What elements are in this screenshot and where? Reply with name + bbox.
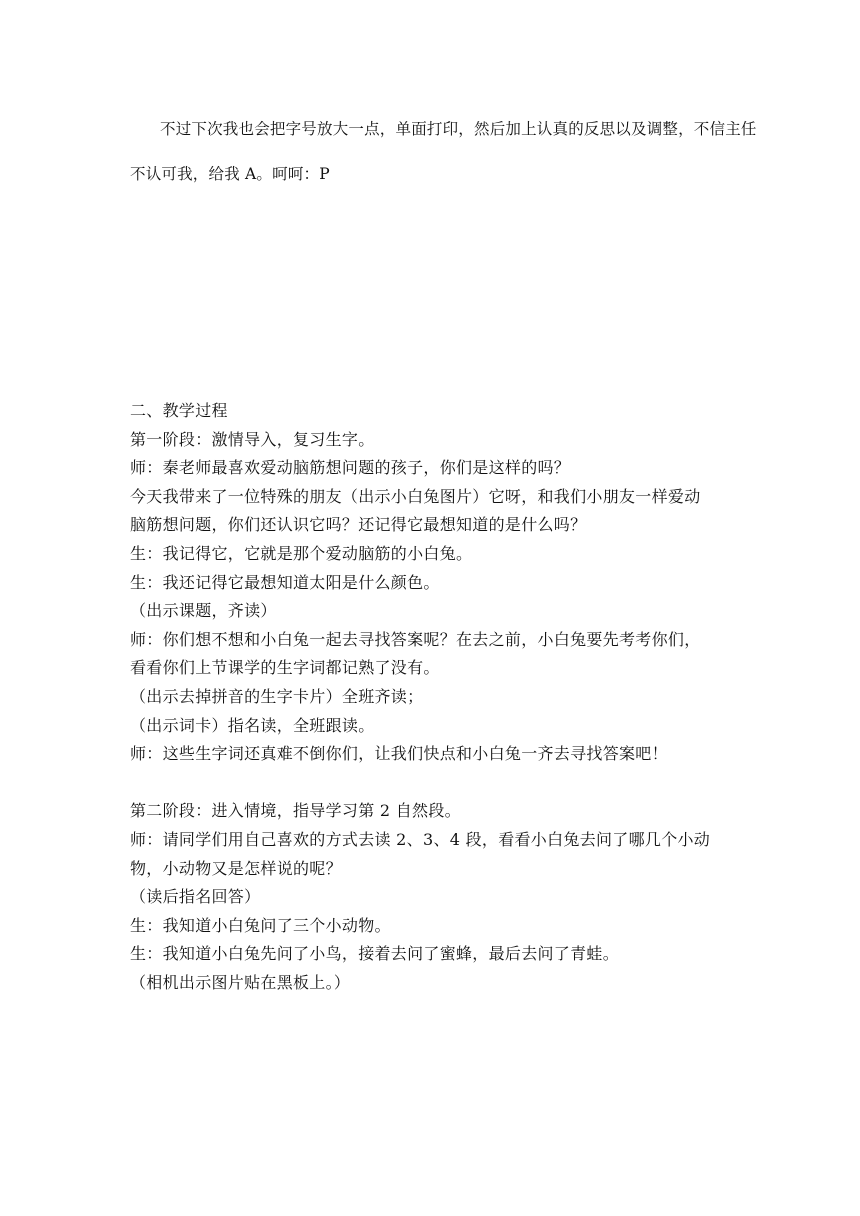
stage2-line: 生：我知道小白兔先问了小鸟，接着去问了蜜蜂，最后去问了青蛙。 (130, 944, 620, 964)
paragraph-gap (130, 769, 750, 798)
stage1-line: 师：你们想不想和小白兔一起去寻找答案呢？在去之前，小白兔要先考考你们， (130, 629, 701, 649)
stage2-line: （相机出示图片贴在黑板上。） (130, 972, 351, 992)
stage1-line: 脑筋想问题，你们还认识它吗？还记得它最想知道的是什么吗？ (130, 515, 587, 535)
stage1-line: 今天我带来了一位特殊的朋友（出示小白兔图片）它呀，和我们小朋友一样爱动 (130, 486, 701, 506)
intro-line-2: 不认可我，给我 A。呵呵：P (130, 165, 330, 183)
stage2-line: 生：我知道小白兔问了三个小动物。 (130, 915, 391, 935)
stage1-line: 看看你们上节课学的生字词都记熟了没有。 (130, 658, 440, 678)
section-heading: 二、教学过程 (130, 401, 228, 420)
stage1-line: （出示课题，齐读） (130, 601, 277, 621)
stage1-line: 师：这些生字词还真难不倒你们，让我们快点和小白兔一齐去寻找答案吧！ (130, 744, 668, 764)
stage1-line: 生：我还记得它最想知道太阳是什么颜色。 (130, 572, 440, 592)
stage2-line: 物，小动物又是怎样说的呢？ (130, 858, 342, 878)
intro-line-1: 不过下次我也会把字号放大一点，单面打印，然后加上认真的反思以及调整，不信主任 (160, 120, 757, 138)
teaching-process-section (130, 397, 750, 997)
stage1-line: （出示词卡）指名读，全班跟读。 (130, 715, 375, 735)
stage2-line: 师：请同学们用自己喜欢的方式去读 2、3、4 段，看看小白兔去问了哪几个小动 (130, 829, 711, 849)
stage1-line: 师：秦老师最喜欢爱动脑筋想问题的孩子，你们是这样的吗？ (130, 458, 571, 478)
stage1-line: （出示去掉拼音的生字卡片）全班齐读； (130, 686, 424, 706)
stage1-title: 第一阶段：激情导入，复习生字。 (130, 429, 375, 449)
stage2-title: 第二阶段：进入情境，指导学习第 2 自然段。 (130, 801, 461, 821)
stage2-line: （读后指名回答） (130, 887, 261, 907)
stage1-line: 生：我记得它，它就是那个爱动脑筋的小白兔。 (130, 543, 473, 563)
